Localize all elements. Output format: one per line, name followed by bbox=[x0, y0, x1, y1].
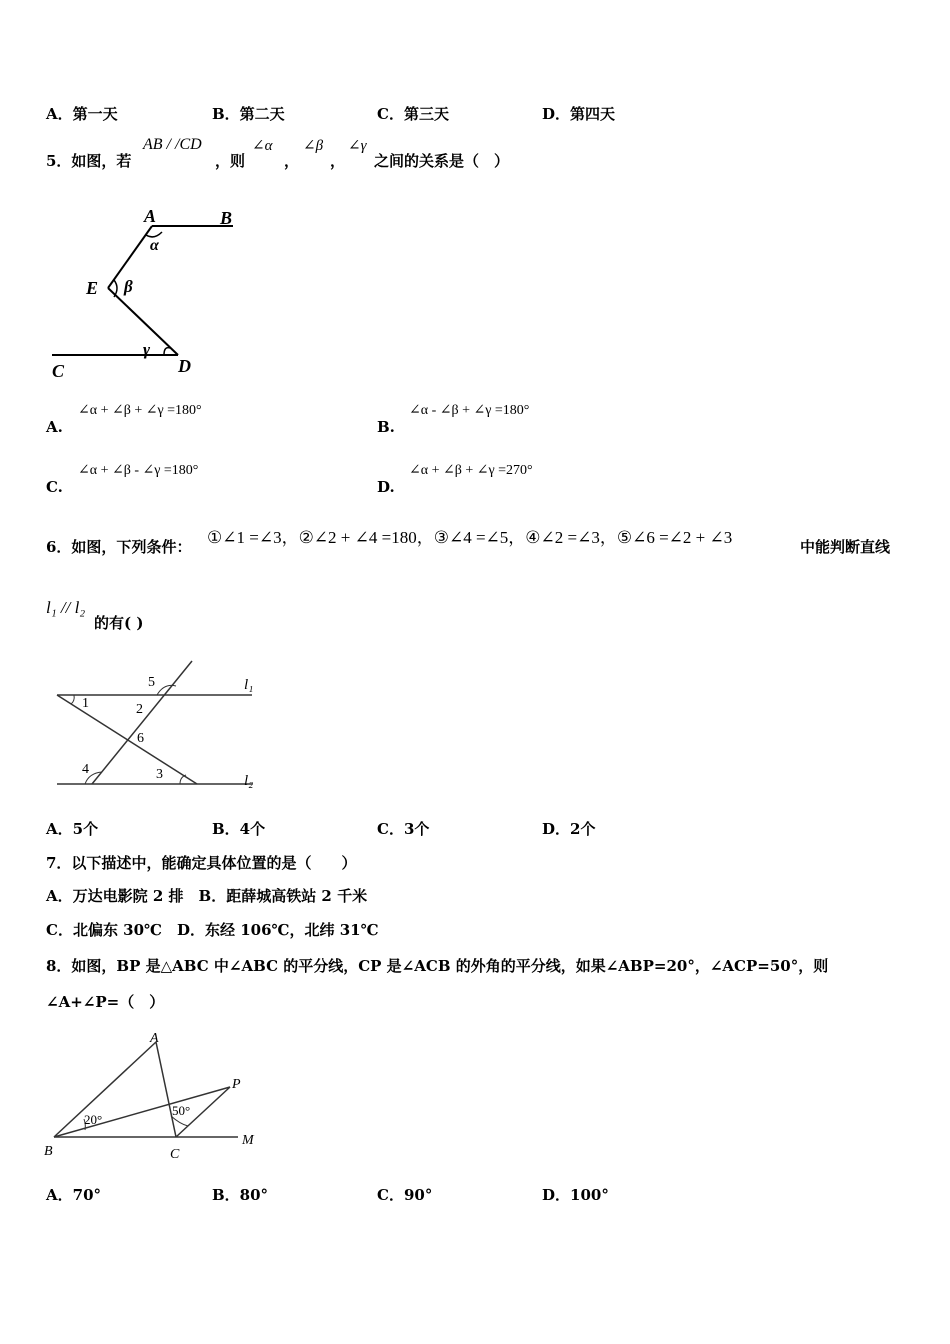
label-2: 2 bbox=[136, 702, 143, 717]
q5-sep1: ，则 bbox=[215, 152, 246, 170]
q5-prefix: 5．如图，若 bbox=[46, 152, 132, 170]
transversal-2 bbox=[92, 661, 192, 784]
q6-option-c: C．3个 bbox=[377, 820, 430, 838]
q6-suffix: 中能判断直线 bbox=[800, 538, 891, 556]
label-c: C bbox=[170, 1147, 180, 1162]
q5-angle-gamma: ∠γ bbox=[348, 138, 367, 154]
q8-line1: 8．如图，BP 是△ABC 中∠ABC 的平分线，CP 是∠ACB 的外角的平分线，如果∠ABP=20°，∠ACP=50°，则 bbox=[46, 957, 829, 975]
label-beta: β bbox=[124, 277, 133, 296]
q4-option-c: C．第三天 bbox=[377, 105, 449, 123]
angle5-arc-icon bbox=[157, 685, 176, 695]
q5-sep2: ， bbox=[284, 152, 300, 170]
q5-option-c-letter: C. bbox=[46, 478, 63, 496]
q7-options-cd: C．北偏东 30℃ D．东经 106℃，北纬 31℃ bbox=[46, 921, 379, 939]
q4-option-d: D．第四天 bbox=[542, 105, 616, 123]
q8-figure bbox=[40, 1030, 270, 1165]
label-3: 3 bbox=[156, 767, 163, 782]
q6-option-a: A．5个 bbox=[46, 820, 99, 838]
q8-line2: ∠A+∠P=（ ） bbox=[46, 993, 165, 1011]
q4-option-b: B．第二天 bbox=[212, 105, 285, 123]
q7-options-ab: A．万达电影院 2 排 B．距薛城高铁站 2 千米 bbox=[46, 887, 368, 905]
q8-option-c: C．90° bbox=[377, 1186, 433, 1204]
q6-parallel-math: l₁ // l₂ bbox=[46, 598, 86, 617]
q4-option-a: A．第一天 bbox=[46, 105, 118, 123]
transversal-1 bbox=[57, 695, 197, 784]
label-b: B bbox=[44, 1144, 53, 1159]
q5-option-a-letter: A. bbox=[46, 418, 63, 436]
q5-suffix: 之间的关系是（ ） bbox=[374, 152, 510, 170]
q8-option-d: D．100° bbox=[542, 1186, 609, 1204]
q5-option-b-letter: B. bbox=[377, 418, 395, 436]
label-6: 6 bbox=[137, 731, 144, 746]
label-p: P bbox=[232, 1077, 241, 1092]
q5-figure bbox=[40, 200, 260, 385]
q6-conditions: ①∠1 =∠3，②∠2 + ∠4 =180，③∠4 =∠5，④∠2 =∠3，⑤∠6 =∠2 + ∠3 bbox=[207, 528, 733, 547]
label-4: 4 bbox=[82, 762, 89, 777]
q5-angle-beta: ∠β bbox=[303, 138, 324, 154]
q8-option-a: A．70° bbox=[46, 1186, 102, 1204]
q6-figure bbox=[40, 655, 270, 795]
q6-prefix: 6．如图，下列条件： bbox=[46, 538, 192, 556]
q5-angle-alpha: ∠α bbox=[252, 138, 273, 154]
q7-title: 7．以下描述中，能确定具体位置的是（ ） bbox=[46, 854, 357, 872]
label-gamma: γ bbox=[143, 340, 151, 359]
q5-option-b-expr: ∠α - ∠β + ∠γ =180° bbox=[409, 403, 530, 418]
label-a: A bbox=[150, 1031, 159, 1046]
q5-condition: AB / /CD bbox=[143, 136, 202, 153]
q5-option-d-expr: ∠α + ∠β + ∠γ =270° bbox=[409, 463, 533, 478]
q6-option-b: B．4个 bbox=[212, 820, 266, 838]
q6-line2-text: 的有( ) bbox=[94, 614, 144, 632]
q5-option-c-expr: ∠α + ∠β - ∠γ =180° bbox=[78, 463, 199, 478]
label-c: C bbox=[52, 361, 65, 381]
q8-option-b: B．80° bbox=[212, 1186, 269, 1204]
line-ac bbox=[156, 1042, 176, 1137]
label-m: M bbox=[242, 1133, 254, 1148]
label-a: A bbox=[144, 206, 157, 226]
angle1-arc-icon bbox=[71, 695, 74, 704]
label-5: 5 bbox=[148, 675, 155, 690]
label-alpha: α bbox=[150, 237, 159, 254]
label-b: B bbox=[220, 208, 233, 228]
gamma-arc-icon bbox=[164, 348, 170, 355]
label-e: E bbox=[86, 278, 99, 298]
label-l2: l₂ bbox=[244, 773, 254, 789]
q6-option-d: D．2个 bbox=[542, 820, 596, 838]
label-20deg: 20° bbox=[84, 1112, 103, 1127]
label-1: 1 bbox=[82, 696, 89, 711]
q5-sep3: ， bbox=[330, 152, 346, 170]
label-l1: l₁ bbox=[244, 677, 254, 693]
label-d: D bbox=[178, 356, 191, 376]
label-50deg: 50° bbox=[172, 1103, 191, 1118]
q5-option-d-letter: D. bbox=[377, 478, 395, 496]
q5-option-a-expr: ∠α + ∠β + ∠γ =180° bbox=[78, 403, 202, 418]
